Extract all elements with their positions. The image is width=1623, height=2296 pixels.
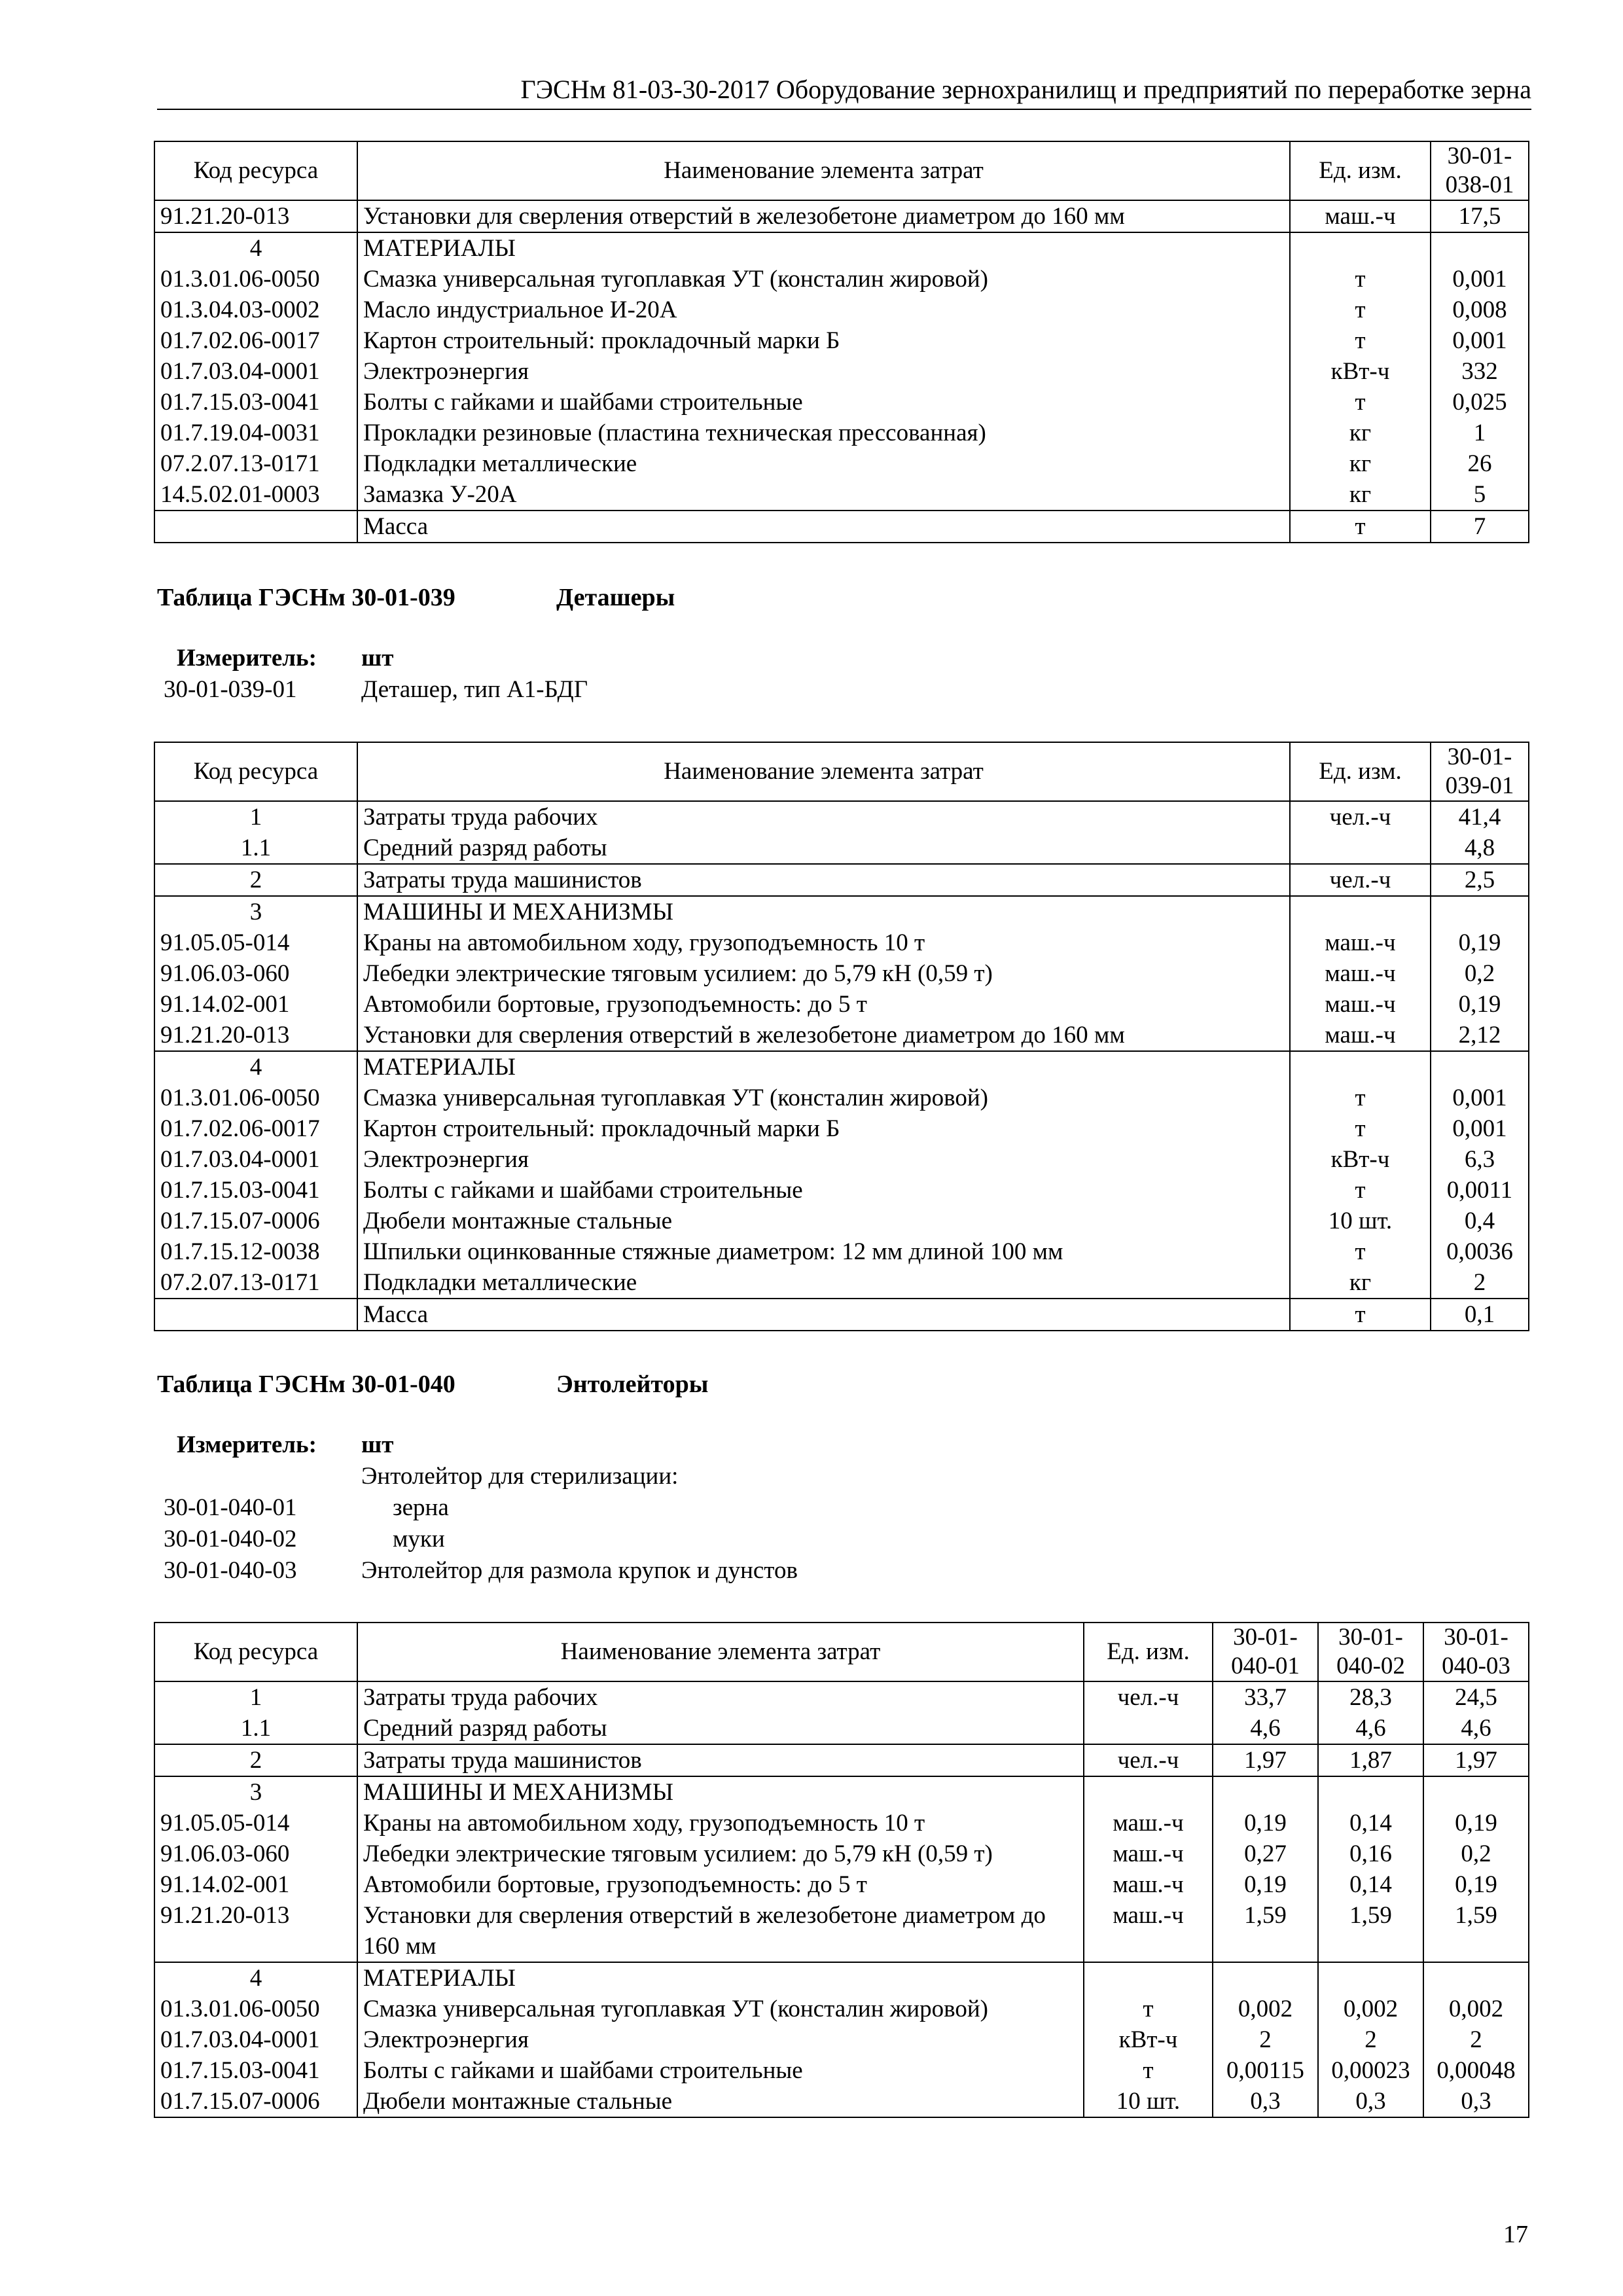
- table-row: [154, 1113, 1529, 1144]
- cell-name: Средний разряд работы: [357, 833, 1290, 864]
- cell-name: Электроэнергия: [357, 1144, 1290, 1175]
- cell-unit: т: [1290, 325, 1431, 356]
- cell-name: Установки для сверления отверстий в железобетоне диаметром до 160 мм: [357, 1020, 1290, 1051]
- cell-code: 01.7.02.06-0017: [154, 325, 357, 356]
- cell-name: Лебедки электрические тяговым усилием: до 5,79 кН (0,59 т): [357, 958, 1290, 989]
- cell-value: 2: [1431, 1267, 1529, 1299]
- cell-value: 0,002: [1213, 1994, 1318, 2024]
- cell-name: Электроэнергия: [357, 2024, 1084, 2055]
- cell-value: 0,0036: [1431, 1236, 1529, 1267]
- cell-name: Болты с гайками и шайбами строительные: [357, 2055, 1084, 2086]
- cell-value: 0,001: [1431, 1113, 1529, 1144]
- cell-value: 0,19: [1213, 1869, 1318, 1900]
- measure-item-text: Деташер, тип А1-БДГ: [361, 676, 588, 703]
- measure-unit: шт: [361, 1431, 394, 1458]
- cell-name: МАТЕРИАЛЫ: [357, 232, 1290, 264]
- cell-name: Шпильки оцинкованные стяжные диаметром: 12 мм длиной 100 мм: [357, 1236, 1290, 1267]
- cell-value: 0,19: [1423, 1808, 1529, 1839]
- measure-label: Измеритель:: [177, 1431, 317, 1458]
- cell-code: 91.06.03-060: [154, 1839, 357, 1869]
- col-header-name: Наименование элемента затрат: [357, 742, 1290, 801]
- cell-value: 1,97: [1213, 1744, 1318, 1776]
- cell-value: 0,008: [1431, 295, 1529, 325]
- cell-code: 01.7.15.03-0041: [154, 387, 357, 418]
- cell-code: 14.5.02.01-0003: [154, 479, 357, 511]
- resource-table-040: [154, 1622, 1529, 2118]
- cell-value: 28,3: [1318, 1681, 1423, 1713]
- cell-value: 0,002: [1423, 1994, 1529, 2024]
- cell-unit: т: [1290, 264, 1431, 295]
- cell-code: 91.05.05-014: [154, 927, 357, 958]
- table-row: [154, 2086, 1529, 2117]
- cell-name: Краны на автомобильном ходу, грузоподъемность 10 т: [357, 927, 1290, 958]
- table-title-code: Таблица ГЭСНм 30-01-039: [157, 584, 455, 611]
- cell-code: [154, 511, 357, 543]
- cell-name: Подкладки металлические: [357, 448, 1290, 479]
- cell-code: 91.21.20-013: [154, 1020, 357, 1051]
- cell-value: 4,6: [1318, 1713, 1423, 1744]
- cell-unit: кг: [1290, 479, 1431, 511]
- cell-value: 0,16: [1318, 1839, 1423, 1869]
- measure-item-text: зерна: [393, 1494, 449, 1521]
- cell-unit: маш.-ч: [1084, 1808, 1213, 1839]
- cell-code: 1.1: [154, 1713, 357, 1744]
- cell-unit: кВт-ч: [1084, 2024, 1213, 2055]
- table-row: [154, 989, 1529, 1020]
- measure-item-text: Энтолейтор для размола крупок и дунстов: [361, 1557, 798, 1584]
- cell-unit: маш.-ч: [1290, 927, 1431, 958]
- table-row: [154, 200, 1529, 232]
- measure-item: [157, 1555, 1466, 1587]
- col-header-value: 30-01-040-01: [1213, 1623, 1318, 1681]
- measure-row: [157, 643, 1466, 674]
- cell-value: 0,3: [1423, 2086, 1529, 2117]
- cell-value: [1431, 896, 1529, 927]
- table-row: [154, 1869, 1529, 1900]
- table-title-name: Деташеры: [556, 584, 675, 611]
- cell-code: 01.3.01.06-0050: [154, 1994, 357, 2024]
- cell-code: 3: [154, 1776, 357, 1808]
- measure-item: [157, 1524, 1466, 1555]
- cell-name: Установки для сверления отверстий в железобетоне диаметром до 160 мм: [357, 1900, 1084, 1962]
- cell-name: Дюбели монтажные стальные: [357, 1206, 1290, 1236]
- page-number: 17: [1503, 2221, 1528, 2248]
- measure-label: Измеритель:: [177, 645, 317, 672]
- cell-unit: [1290, 1051, 1431, 1083]
- cell-value: [1423, 1962, 1529, 1994]
- cell-name: Средний разряд работы: [357, 1713, 1084, 1744]
- cell-code: 01.7.15.03-0041: [154, 2055, 357, 2086]
- cell-name: Смазка универсальная тугоплавкая УТ (консталин жировой): [357, 1994, 1084, 2024]
- cell-unit: 10 шт.: [1084, 2086, 1213, 2117]
- cell-value: 0,00048: [1423, 2055, 1529, 2086]
- table-row: [154, 927, 1529, 958]
- cell-code: 4: [154, 232, 357, 264]
- cell-unit: маш.-ч: [1290, 200, 1431, 232]
- cell-name: Замазка У-20А: [357, 479, 1290, 511]
- table-row: [154, 1713, 1529, 1744]
- cell-value: 0,2: [1423, 1839, 1529, 1869]
- table-row: [154, 1267, 1529, 1299]
- cell-value: [1431, 1051, 1529, 1083]
- table-row: [154, 1083, 1529, 1113]
- measure-unit: шт: [361, 645, 394, 672]
- cell-value: 0,1: [1431, 1299, 1529, 1331]
- cell-unit: кг: [1290, 418, 1431, 448]
- cell-unit: маш.-ч: [1084, 1839, 1213, 1869]
- table-row: [154, 448, 1529, 479]
- cell-code: 2: [154, 864, 357, 896]
- table-row: [154, 1051, 1529, 1083]
- cell-unit: кВт-ч: [1290, 356, 1431, 387]
- cell-value: 0,27: [1213, 1839, 1318, 1869]
- cell-value: 1: [1431, 418, 1529, 448]
- cell-unit: [1084, 1776, 1213, 1808]
- cell-code: 91.21.20-013: [154, 200, 357, 232]
- table-title-name: Энтолейторы: [556, 1371, 709, 1398]
- cell-name: Затраты труда рабочих: [357, 1681, 1084, 1713]
- cell-value: 0,00115: [1213, 2055, 1318, 2086]
- table-row: [154, 325, 1529, 356]
- cell-name: Масло индустриальное И-20А: [357, 295, 1290, 325]
- cell-code: 01.7.15.07-0006: [154, 1206, 357, 1236]
- table-row: [154, 1808, 1529, 1839]
- table-row: [154, 1839, 1529, 1869]
- measure-block-039: [157, 643, 1466, 706]
- cell-value: 2: [1318, 2024, 1423, 2055]
- cell-name: Дюбели монтажные стальные: [357, 2086, 1084, 2117]
- col-header-name: Наименование элемента затрат: [357, 1623, 1084, 1681]
- table-row: [154, 1206, 1529, 1236]
- cell-code: 91.14.02-001: [154, 989, 357, 1020]
- table-row: [154, 1681, 1529, 1713]
- cell-code: 01.3.04.03-0002: [154, 295, 357, 325]
- table-row: [154, 2055, 1529, 2086]
- cell-value: 2,5: [1431, 864, 1529, 896]
- cell-code: 91.06.03-060: [154, 958, 357, 989]
- cell-code: 1: [154, 801, 357, 833]
- cell-unit: т: [1290, 387, 1431, 418]
- cell-unit: т: [1290, 1236, 1431, 1267]
- cell-name: Масса: [357, 1299, 1290, 1331]
- cell-name: Установки для сверления отверстий в железобетоне диаметром до 160 мм: [357, 200, 1290, 232]
- measure-item-code: 30-01-040-02: [164, 1526, 297, 1552]
- cell-value: 0,00023: [1318, 2055, 1423, 2086]
- cell-unit: т: [1290, 1083, 1431, 1113]
- table-row: [154, 1175, 1529, 1206]
- cell-name: Подкладки металлические: [357, 1267, 1290, 1299]
- cell-value: 0,14: [1318, 1808, 1423, 1839]
- cell-value: 0,19: [1423, 1869, 1529, 1900]
- cell-unit: маш.-ч: [1084, 1900, 1213, 1962]
- cell-name: Картон строительный: прокладочный марки Б: [357, 325, 1290, 356]
- cell-value: 0,3: [1213, 2086, 1318, 2117]
- cell-unit: т: [1084, 1994, 1213, 2024]
- page-header: ГЭСНм 81-03-30-2017 Оборудование зернохранилищ и предприятий по переработке зерна: [157, 73, 1531, 110]
- cell-value: 41,4: [1431, 801, 1529, 833]
- cell-name: Затраты труда рабочих: [357, 801, 1290, 833]
- cell-value: 26: [1431, 448, 1529, 479]
- measure-item: [157, 1492, 1466, 1524]
- cell-code: 91.21.20-013: [154, 1900, 357, 1962]
- cell-value: 0,4: [1431, 1206, 1529, 1236]
- cell-unit: маш.-ч: [1290, 989, 1431, 1020]
- cell-code: 01.3.01.06-0050: [154, 1083, 357, 1113]
- cell-unit: [1290, 833, 1431, 864]
- cell-name: МАТЕРИАЛЫ: [357, 1051, 1290, 1083]
- col-header-value: 30-01-039-01: [1431, 742, 1529, 801]
- cell-value: [1318, 1962, 1423, 1994]
- cell-unit: т: [1290, 295, 1431, 325]
- table-row: [154, 1744, 1529, 1776]
- cell-code: 01.7.15.12-0038: [154, 1236, 357, 1267]
- cell-name: Автомобили бортовые, грузоподъемность: до 5 т: [357, 1869, 1084, 1900]
- table-row: [154, 1299, 1529, 1331]
- cell-code: 1: [154, 1681, 357, 1713]
- cell-value: 0,002: [1318, 1994, 1423, 2024]
- cell-value: 2: [1423, 2024, 1529, 2055]
- table-row: [154, 295, 1529, 325]
- cell-name: Картон строительный: прокладочный марки Б: [357, 1113, 1290, 1144]
- cell-value: 17,5: [1431, 200, 1529, 232]
- cell-value: 0,001: [1431, 264, 1529, 295]
- cell-unit: маш.-ч: [1084, 1869, 1213, 1900]
- cell-name: Болты с гайками и шайбами строительные: [357, 1175, 1290, 1206]
- measure-item-text: Энтолейтор для стерилизации:: [361, 1463, 679, 1490]
- table-title-code: Таблица ГЭСНм 30-01-040: [157, 1371, 455, 1398]
- cell-name: МАШИНЫ И МЕХАНИЗМЫ: [357, 896, 1290, 927]
- cell-code: 1.1: [154, 833, 357, 864]
- table-row: [154, 1900, 1529, 1962]
- col-header-unit: Ед. изм.: [1290, 141, 1431, 200]
- table-row: [154, 232, 1529, 264]
- measure-row: [157, 1429, 1466, 1461]
- cell-code: 3: [154, 896, 357, 927]
- cell-code: 4: [154, 1051, 357, 1083]
- cell-unit: т: [1290, 1113, 1431, 1144]
- resource-table-039: [154, 742, 1529, 1331]
- cell-code: 4: [154, 1962, 357, 1994]
- cell-value: [1423, 1776, 1529, 1808]
- cell-name: Болты с гайками и шайбами строительные: [357, 387, 1290, 418]
- col-header-code: Код ресурса: [154, 1623, 357, 1681]
- cell-value: 4,6: [1213, 1713, 1318, 1744]
- cell-value: 0,19: [1213, 1808, 1318, 1839]
- measure-item: [157, 1461, 1466, 1492]
- cell-value: 0,0011: [1431, 1175, 1529, 1206]
- table-row: [154, 801, 1529, 833]
- col-header-unit: Ед. изм.: [1290, 742, 1431, 801]
- table-row: [154, 2024, 1529, 2055]
- cell-unit: кг: [1290, 448, 1431, 479]
- table-row: [154, 511, 1529, 543]
- cell-name: Смазка универсальная тугоплавкая УТ (консталин жировой): [357, 264, 1290, 295]
- cell-value: 2,12: [1431, 1020, 1529, 1051]
- cell-code: 01.7.02.06-0017: [154, 1113, 357, 1144]
- table-row: [154, 1020, 1529, 1051]
- cell-value: 0,001: [1431, 1083, 1529, 1113]
- cell-value: 1,59: [1213, 1900, 1318, 1962]
- cell-code: 01.7.03.04-0001: [154, 2024, 357, 2055]
- cell-unit: т: [1290, 1299, 1431, 1331]
- cell-unit: т: [1084, 2055, 1213, 2086]
- cell-unit: 10 шт.: [1290, 1206, 1431, 1236]
- cell-value: 332: [1431, 356, 1529, 387]
- table-row: [154, 833, 1529, 864]
- table-row: [154, 1994, 1529, 2024]
- cell-unit: чел.-ч: [1084, 1744, 1213, 1776]
- table-row: [154, 1776, 1529, 1808]
- cell-value: [1318, 1776, 1423, 1808]
- cell-name: Прокладки резиновые (пластина техническая прессованная): [357, 418, 1290, 448]
- cell-value: 0,2: [1431, 958, 1529, 989]
- cell-value: 4,8: [1431, 833, 1529, 864]
- cell-name: Электроэнергия: [357, 356, 1290, 387]
- cell-value: 7: [1431, 511, 1529, 543]
- cell-value: 5: [1431, 479, 1529, 511]
- cell-name: Масса: [357, 511, 1290, 543]
- cell-unit: чел.-ч: [1290, 864, 1431, 896]
- cell-value: 0,025: [1431, 387, 1529, 418]
- cell-code: 07.2.07.13-0171: [154, 448, 357, 479]
- cell-value: [1431, 232, 1529, 264]
- cell-unit: [1290, 232, 1431, 264]
- col-header-code: Код ресурса: [154, 141, 357, 200]
- cell-name: Автомобили бортовые, грузоподъемность: до 5 т: [357, 989, 1290, 1020]
- table-row: [154, 1962, 1529, 1994]
- cell-value: 1,97: [1423, 1744, 1529, 1776]
- table-row: [154, 958, 1529, 989]
- col-header-value: 30-01-038-01: [1431, 141, 1529, 200]
- cell-value: 0,3: [1318, 2086, 1423, 2117]
- cell-value: 6,3: [1431, 1144, 1529, 1175]
- cell-unit: [1084, 1713, 1213, 1744]
- col-header-code: Код ресурса: [154, 742, 357, 801]
- col-header-unit: Ед. изм.: [1084, 1623, 1213, 1681]
- cell-value: 33,7: [1213, 1681, 1318, 1713]
- cell-value: 1,87: [1318, 1744, 1423, 1776]
- cell-name: Затраты труда машинистов: [357, 864, 1290, 896]
- cell-code: 01.7.15.07-0006: [154, 2086, 357, 2117]
- cell-name: Лебедки электрические тяговым усилием: до 5,79 кН (0,59 т): [357, 1839, 1084, 1869]
- measure-item-code: 30-01-039-01: [164, 676, 297, 703]
- cell-code: 01.7.19.04-0031: [154, 418, 357, 448]
- cell-value: 0,14: [1318, 1869, 1423, 1900]
- cell-code: 01.7.15.03-0041: [154, 1175, 357, 1206]
- cell-unit: маш.-ч: [1290, 958, 1431, 989]
- col-header-value: 30-01-040-03: [1423, 1623, 1529, 1681]
- col-header-name: Наименование элемента затрат: [357, 141, 1290, 200]
- table-row: [154, 264, 1529, 295]
- cell-code: 01.3.01.06-0050: [154, 264, 357, 295]
- table-title-039: [157, 581, 675, 614]
- cell-unit: кВт-ч: [1290, 1144, 1431, 1175]
- cell-name: МАТЕРИАЛЫ: [357, 1962, 1084, 1994]
- table-row: [154, 356, 1529, 387]
- cell-unit: т: [1290, 1175, 1431, 1206]
- cell-value: 0,001: [1431, 325, 1529, 356]
- cell-name: Смазка универсальная тугоплавкая УТ (консталин жировой): [357, 1083, 1290, 1113]
- cell-value: 1,59: [1423, 1900, 1529, 1962]
- measure-block-040: [157, 1429, 1466, 1587]
- cell-value: [1213, 1962, 1318, 1994]
- table-row: [154, 1144, 1529, 1175]
- measure-item-code: 30-01-040-01: [164, 1494, 297, 1521]
- cell-value: 2: [1213, 2024, 1318, 2055]
- cell-unit: чел.-ч: [1290, 801, 1431, 833]
- table-title-040: [157, 1368, 709, 1401]
- cell-unit: маш.-ч: [1290, 1020, 1431, 1051]
- cell-name: Краны на автомобильном ходу, грузоподъемность 10 т: [357, 1808, 1084, 1839]
- table-row: [154, 896, 1529, 927]
- cell-value: 0,19: [1431, 927, 1529, 958]
- cell-name: Затраты труда машинистов: [357, 1744, 1084, 1776]
- cell-value: 24,5: [1423, 1681, 1529, 1713]
- measure-item: [157, 674, 1466, 706]
- cell-code: 01.7.03.04-0001: [154, 1144, 357, 1175]
- col-header-value: 30-01-040-02: [1318, 1623, 1423, 1681]
- measure-item-text: муки: [393, 1526, 445, 1552]
- table-row: [154, 387, 1529, 418]
- cell-code: 91.05.05-014: [154, 1808, 357, 1839]
- cell-unit: чел.-ч: [1084, 1681, 1213, 1713]
- cell-value: 4,6: [1423, 1713, 1529, 1744]
- cell-value: 1,59: [1318, 1900, 1423, 1962]
- table-row: [154, 1236, 1529, 1267]
- resource-table-038: [154, 141, 1529, 543]
- cell-code: 2: [154, 1744, 357, 1776]
- cell-code: [154, 1299, 357, 1331]
- table-row: [154, 479, 1529, 511]
- measure-item-code: 30-01-040-03: [164, 1557, 297, 1584]
- table-row: [154, 864, 1529, 896]
- cell-unit: [1084, 1962, 1213, 1994]
- cell-value: 0,19: [1431, 989, 1529, 1020]
- cell-code: 91.14.02-001: [154, 1869, 357, 1900]
- table-row: [154, 418, 1529, 448]
- cell-code: 01.7.03.04-0001: [154, 356, 357, 387]
- cell-name: МАШИНЫ И МЕХАНИЗМЫ: [357, 1776, 1084, 1808]
- cell-value: [1213, 1776, 1318, 1808]
- cell-code: 07.2.07.13-0171: [154, 1267, 357, 1299]
- cell-unit: кг: [1290, 1267, 1431, 1299]
- cell-unit: [1290, 896, 1431, 927]
- cell-unit: т: [1290, 511, 1431, 543]
